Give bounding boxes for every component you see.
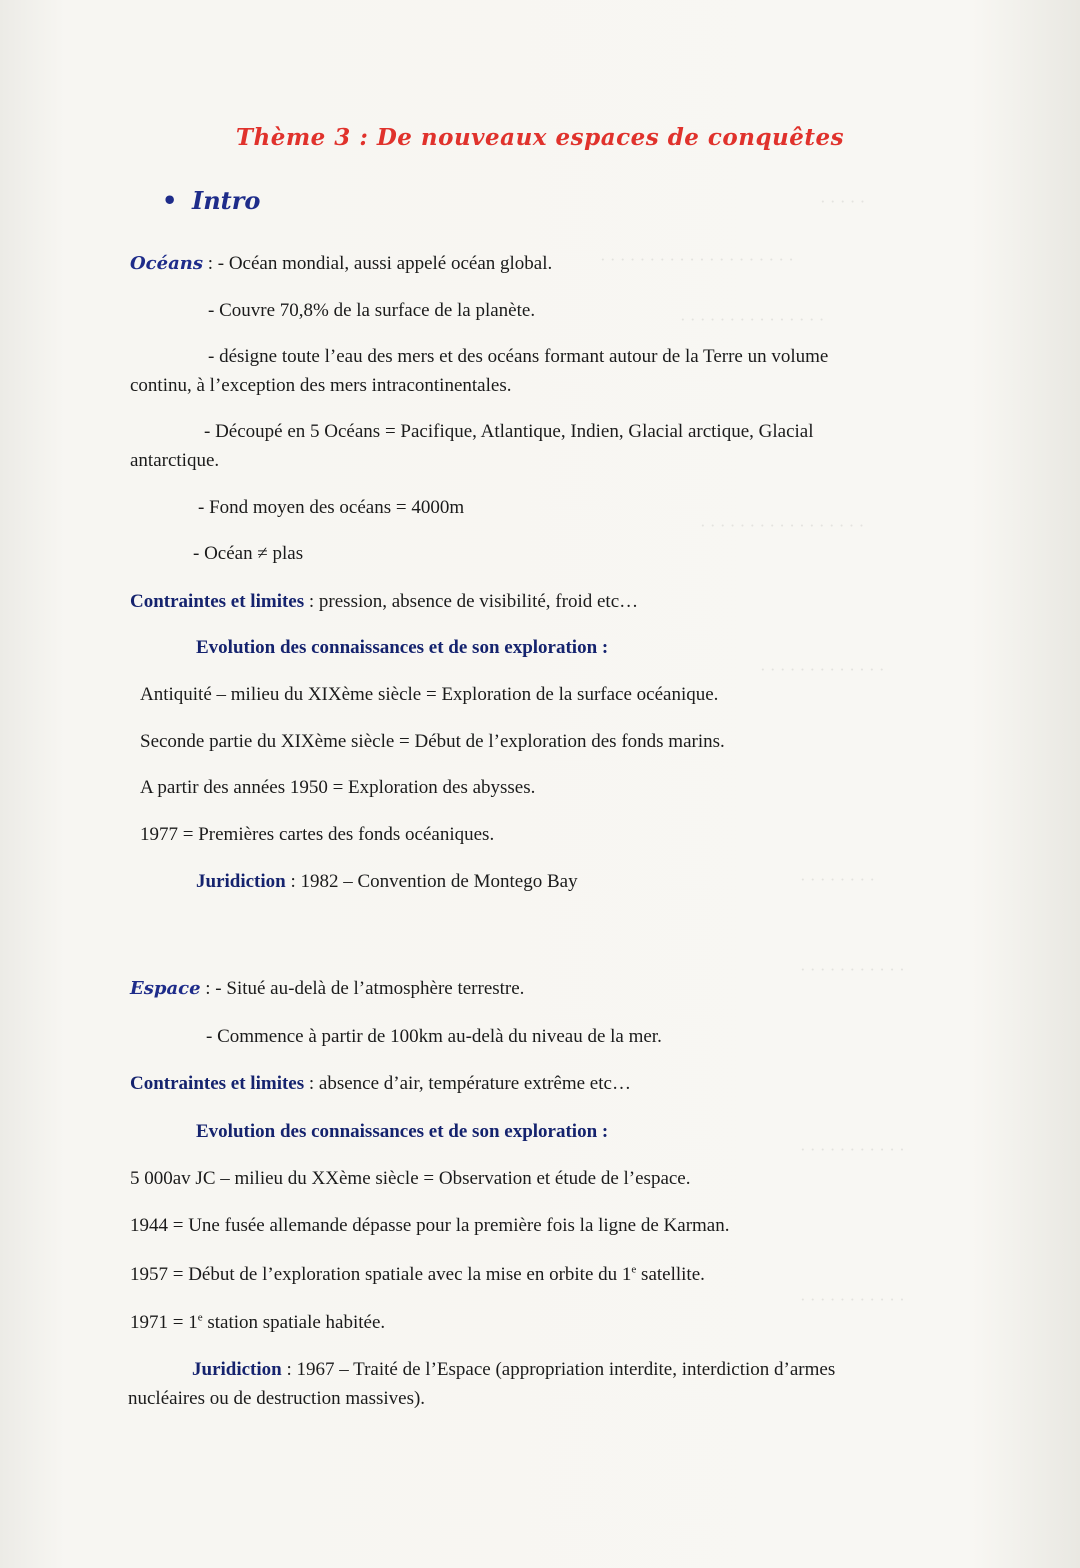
oceans-evolution-heading: Evolution des connaissances et de son exploration : [196,637,609,658]
bullet-point: • [162,186,178,215]
oceans-constraints: Contraintes et limites : pression, absence de visibilité, froid etc… [130,591,639,612]
espace-evolution-1: 5 000av JC – milieu du XXème siècle = Observation et étude de l’espace. [130,1168,691,1189]
espace-evolution-4: $1971 = 1^e$ station spatiale habitée. [130,1311,386,1333]
espace-line-1: Espace : - Situé au-delà de l’atmosphère terrestre. [130,978,525,999]
oceans-juridiction: Juridiction : 1982 – Convention de Montego Bay [196,871,578,892]
espace-evolution-3: 1957 = Début de l’exploration spatiale avec la mise en orbite du 1e satellite. [130,1263,705,1285]
page-title: Thème 3 : De nouveaux espaces de conquêtes [235,124,845,151]
oceans-line-4b: antarctique. [130,450,220,471]
show-through-bleed: · · · · · · · · · · · · · · · · · [700,516,865,535]
show-through-bleed: · · · · · · · · · · · [800,960,905,979]
espace-evolution-heading: Evolution des connaissances et de son exploration : [196,1121,609,1142]
show-through-bleed: · · · · · · · · · · · · · · · [680,310,825,329]
oceans-line-5: - Fond moyen des océans = 4000m [198,497,465,518]
oceans-line-6: - Océan ≠ plas [193,543,304,564]
espace-juridiction-cont: nucléaires ou de destruction massives). [128,1388,426,1409]
juridiction-label: Juridiction [192,1359,282,1380]
oceans-evolution-3: A partir des années 1950 = Exploration des abysses. [140,777,536,798]
show-through-bleed: · · · · · [820,192,866,211]
oceans-evolution-4: 1977 = Premières cartes des fonds océaniques. [140,824,495,845]
juridiction-label: Juridiction [196,871,286,892]
show-through-bleed: · · · · · · · · · · · [800,1290,905,1309]
intro-label: Intro [192,186,261,215]
constraints-label: Contraintes et limites [130,1073,305,1094]
espace-constraints: Contraintes et limites : absence d’air, température extrême etc… [130,1073,631,1094]
oceans-line-4a: - Découpé en 5 Océans = Pacifique, Atlantique, Indien, Glacial arctique, Glacial [204,421,814,442]
oceans-line-2: - Couvre 70,8% de la surface de la planète. [208,300,536,321]
show-through-bleed: · · · · · · · · [800,870,876,889]
section-heading-intro [162,186,260,215]
espace-juridiction: Juridiction : 1967 – Traité de l’Espace (appropriation interdite, interdiction d’armes [192,1359,836,1380]
oceans-line-3b: continu, à l’exception des mers intracontinentales. [130,375,512,396]
oceans-line-1: Océans : - Océan mondial, aussi appelé océan global. [130,253,553,274]
oceans-evolution-1: Antiquité – milieu du XIXème siècle = Exploration de la surface océanique. [140,684,719,705]
show-through-bleed: · · · · · · · · · · · · · [760,660,885,679]
constraints-label: Contraintes et limites [130,591,305,612]
espace-evolution-2: 1944 = Une fusée allemande dépasse pour la première fois la ligne de Karman. [130,1215,730,1236]
oceans-evolution-2: Seconde partie du XIXème siècle = Début de l’exploration des fonds marins. [140,731,725,752]
oceans-line-3a: - désigne toute l’eau des mers et des océans formant autour de la Terre un volume [208,346,829,367]
espace-keyword: Espace [130,978,201,999]
show-through-bleed: · · · · · · · · · · · · · · · · · · · · [600,250,794,269]
espace-line-2: - Commence à partir de 100km au-delà du niveau de la mer. [206,1026,662,1047]
oceans-keyword: Océans [130,253,203,274]
show-through-bleed: · · · · · · · · · · · [800,1140,905,1159]
